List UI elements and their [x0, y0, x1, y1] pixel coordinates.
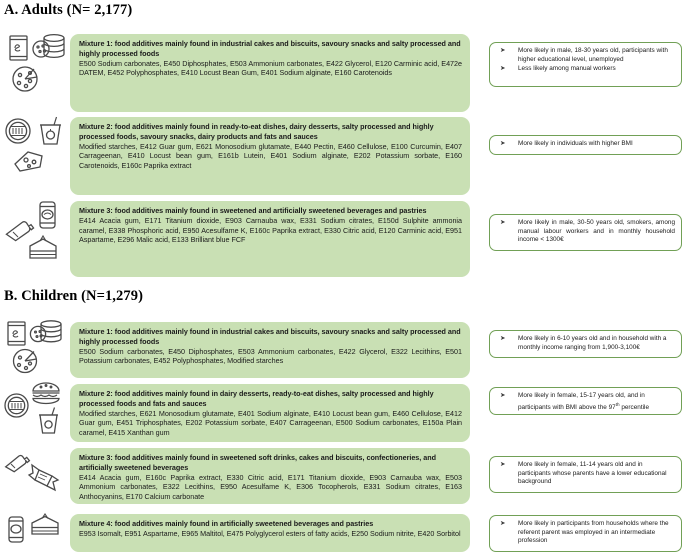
mixture-additives: E953 Isomalt, E951 Aspartame, E965 Maltitol, E475 Polyglycerol esters of fatty acids, E250 Sodium nitrite, E420 Sorbitol	[79, 529, 461, 539]
arrow-bullet-icon: ➤	[500, 140, 506, 147]
mixture-additives: Modified starches, E412 Guar gum, E621 Monosodium glutamate, E440 Pectin, E460 Cellulose, E100 Curcumin, E407 Carrageenan, E410 Locust bean gum, E161b Lutein, E401 Sodium alginate, E202 Potassium sorbate, E160 Carotenoids, E160c Paprika extract	[79, 141, 462, 170]
mixture-panel	[70, 514, 470, 552]
mixture-heading: Mixture 4: food additives mainly found in artificially sweetened beverages and pastries	[79, 519, 374, 528]
arrow-bullet-icon: ➤	[500, 47, 506, 54]
callout-text: More likely in female, 15-17 years old, and in participants with BMI above the 97th percentile	[518, 392, 650, 411]
callout-item	[495, 219, 675, 245]
callout-text: More likely in individuals with higher BMI	[518, 140, 633, 147]
characteristics-callout	[489, 330, 682, 358]
callout-item	[495, 335, 675, 352]
mixture-additives: E414 Acacia gum, E171 Titanium dioxide, E903 Carnauba wax, E331 Sodium citrates, E150d Sulphite ammonia caramel, E338 Phosphoric acid, E950 Acesulfame K, E160c Paprika extract, E330 Citric acid, E120 Carminic acid, E951 Aspartame, E296 Malic acid, E133 Brilliant blue FCF	[79, 216, 462, 245]
mixture-panel	[70, 117, 470, 195]
mixture-heading: Mixture 3: food additives mainly found in sweetened and artificially sweetened beverages and pastries	[79, 206, 427, 215]
pizza-icon	[10, 346, 42, 381]
callout-item	[495, 461, 675, 487]
cheese-icon	[12, 147, 46, 180]
mixture-heading: Mixture 1: food additives mainly found in industrial cakes and biscuits, savoury snacks and salty processed and highly processed foods	[79, 39, 461, 58]
yogurt-cup-icon	[34, 406, 62, 441]
arrow-bullet-icon: ➤	[500, 335, 506, 342]
callout-item	[495, 392, 675, 412]
pizza-icon	[10, 62, 42, 99]
mixture-heading: Mixture 2: food additives mainly found in dairy desserts, ready-to-eat dishes, salty processed and highly processed foods and fats and sauces	[79, 389, 434, 408]
callout-text: More likely in participants from households where the referent parent was employed in an intermediate profession	[518, 520, 669, 545]
cake-slice-icon	[28, 512, 62, 545]
mixture-panel	[70, 448, 470, 504]
callout-text: More likely in female, 11-14 years old and in participants whose parents have a lower educational background	[518, 461, 667, 486]
callout-text: Less likely among manual workers	[518, 64, 616, 72]
callout-text: More likely in 6-10 years old and in household with a monthly income ranging from 1,900-3,100€	[518, 335, 667, 351]
soda-can-icon	[34, 198, 62, 237]
characteristics-callout	[489, 515, 682, 552]
arrow-bullet-icon: ➤	[500, 64, 506, 72]
arrow-bullet-icon: ➤	[500, 219, 506, 226]
soda-can-icon	[4, 514, 30, 551]
callout-text: More likely in male, 30-50 years old, smokers, among manual labour workers and in monthly household income < 1300€	[518, 219, 675, 244]
callout-item	[495, 65, 675, 74]
canned-meal-icon	[3, 392, 31, 425]
arrow-bullet-icon: ➤	[500, 461, 506, 468]
mixture-additives: E500 Sodium carbonates, E450 Diphosphates, E503 Ammonium carbonates, E422 Glycerol, E322 Lecithins, E501 Potassium carbonates, E452 Polyphosphates, Modified starches	[79, 346, 462, 366]
candy-wrapper-icon	[27, 462, 65, 497]
mixture-heading: Mixture 3: food additives mainly found in sweetened soft drinks, cakes and biscuits, confectioneries, and artificially sweetened beverages	[79, 453, 436, 472]
mixture-additives: Modified starches, E621 Monosodium glutamate, E401 Sodium alginate, E410 Locust bean gum, E460 Cellulose, E412 Guar gum, E451 Triphosphates, E202 Potassium sorbate, E407 Carrageenan, E500 Sodium carbonates, E150a Plain caramel, E415 Xanthan gum	[79, 408, 462, 437]
arrow-bullet-icon: ➤	[500, 520, 506, 527]
mixture-panel	[70, 34, 470, 112]
mixture-heading: Mixture 2: food additives mainly found in ready-to-eat dishes, dairy desserts, salty processed and highly processed foods, savoury snacks, dairy products and fats and sauces	[79, 122, 434, 141]
mixture-panel	[70, 384, 470, 442]
page-title-adults: A. Adults (N= 2,177)	[4, 2, 133, 18]
page-title-children: B. Children (N=1,279)	[4, 288, 143, 304]
characteristics-callout	[489, 214, 682, 251]
callout-item	[495, 47, 675, 64]
characteristics-callout	[489, 42, 682, 87]
characteristics-callout	[489, 135, 682, 155]
mixture-panel	[70, 201, 470, 277]
callout-item	[495, 140, 675, 149]
characteristics-callout	[489, 387, 682, 415]
mixture-panel	[70, 322, 470, 378]
characteristics-callout	[489, 456, 682, 493]
mixture-additives: E500 Sodium carbonates, E450 Diphosphates, E503 Ammonium carbonates, E422 Glycerol, E120 Carminic acid, E472e DATEM, E452 Polyphosphates, E410 Locust Bean Gum, E401 Sodium alginate, E160 Carotenoids	[79, 58, 462, 78]
callout-text: More likely in male, 18-30 years old, participants with higher educational level, unemployed	[518, 47, 668, 63]
mixture-additives: E414 Acacia gum, E160c Paprika extract, E330 Citric acid, E171 Titanium dioxide, E903 Carnauba wax, E503 Ammonium carbonates, E322 Lecithins, E950 Acesulfame K, E306 Tocopherols, E331 Sodium citrates, E163 Anthocyanins, E170 Calcium carbonate	[79, 472, 462, 501]
callout-item	[495, 520, 675, 546]
mixture-heading: Mixture 1: food additives mainly found in industrial cakes and biscuits, savoury snacks and salty processed and highly processed foods	[79, 327, 461, 346]
arrow-bullet-icon: ➤	[500, 392, 506, 399]
cake-slice-icon	[26, 234, 60, 269]
